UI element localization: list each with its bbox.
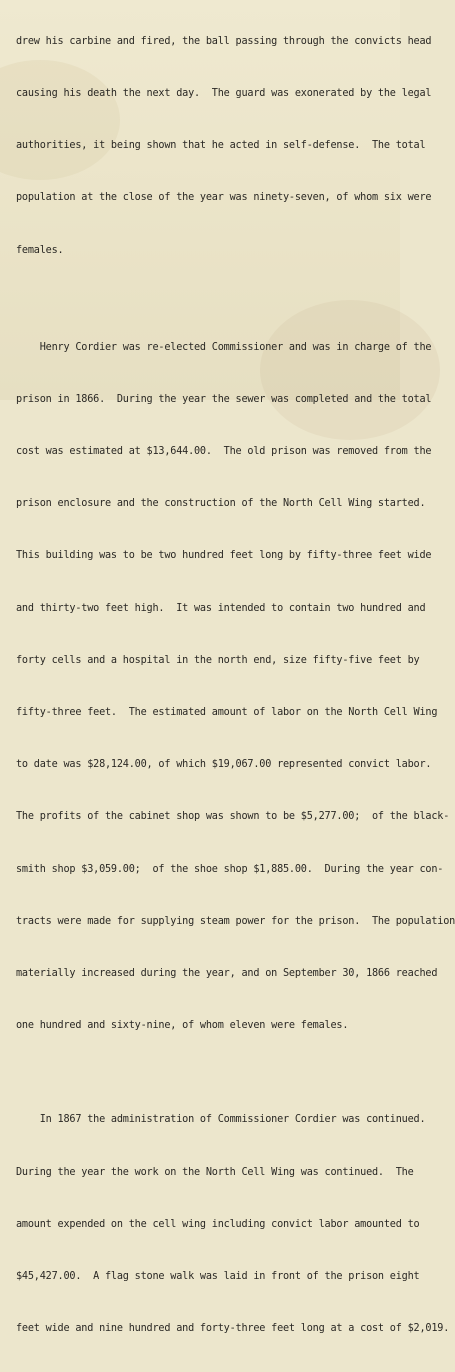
text-line: amount expended on the cell wing including convict labor amounted to bbox=[16, 1218, 420, 1230]
text-line: materially increased during the year, and on September 30, 1866 reached bbox=[16, 968, 438, 980]
text-line: fifty-three feet. The estimated amount of labor on the North Cell Wing bbox=[16, 707, 438, 719]
text-line: prison enclosure and the construction of the North Cell Wing started. bbox=[16, 498, 426, 510]
text-line: prison in 1866. During the year the sewer was completed and the total bbox=[16, 393, 432, 405]
text-line: Henry Cordier was re-elected Commissioner and was in charge of the bbox=[16, 341, 432, 353]
paragraph-gap bbox=[16, 1069, 400, 1076]
text-line: forty cells and a hospital in the north end, size fifty-five feet by bbox=[16, 654, 420, 666]
text-line: smith shop $3,059.00; of the shoe shop $1,885.00. During the year con- bbox=[16, 863, 444, 875]
text-line: drew his carbine and fired, the ball passing through the convicts head bbox=[16, 35, 432, 47]
text-line: In 1867 the administration of Commissioner Cordier was continued. bbox=[16, 1114, 426, 1126]
text-line: This building was to be two hundred feet long by fifty-three feet wide bbox=[16, 550, 432, 562]
text-line: feet wide and nine hundred and forty-three feet long at a cost of $2,019. bbox=[16, 1323, 450, 1335]
text-line: During the year the work on the North Cell Wing was continued. The bbox=[16, 1166, 414, 1178]
text-line: $45,427.00. A flag stone walk was laid in front of the prison eight bbox=[16, 1270, 420, 1282]
text-line: cost was estimated at $13,644.00. The old prison was removed from the bbox=[16, 446, 432, 458]
text-line: causing his death the next day. The guard was exonerated by the legal bbox=[16, 88, 432, 100]
paragraph-gap bbox=[16, 294, 400, 304]
text-line: to date was $28,124.00, of which $19,067.00 represented convict labor. bbox=[16, 759, 432, 771]
document-body bbox=[16, 0, 455, 1372]
text-line: one hundred and sixty-nine, of whom eleven were females. bbox=[16, 1020, 349, 1032]
text-line: tracts were made for supplying steam power for the prison. The population bbox=[16, 915, 455, 927]
text-line: females. bbox=[16, 244, 64, 256]
text-line: The profits of the cabinet shop was shown to be $5,277.00; of the black- bbox=[16, 811, 450, 823]
text-line: and thirty-two feet high. It was intended to contain two hundred and bbox=[16, 602, 426, 614]
text-line: authorities, it being shown that he acted in self-defense. The total bbox=[16, 140, 426, 152]
text-line: population at the close of the year was ninety-seven, of whom six were bbox=[16, 192, 432, 204]
